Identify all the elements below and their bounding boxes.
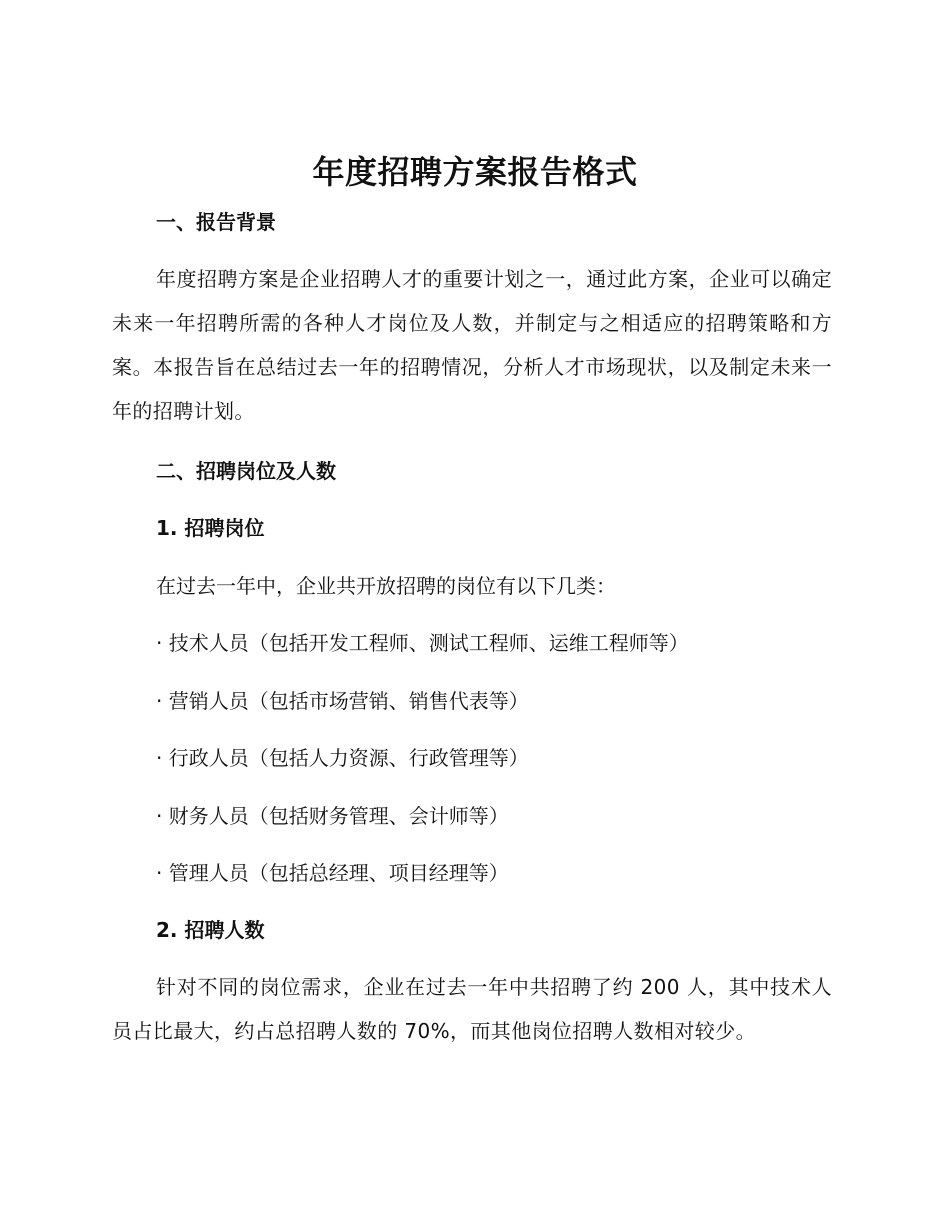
- headcount-paragraph: 针对不同的岗位需求，企业在过去一年中共招聘了约 200 人，其中技术人员占比最大，约占总招聘人数的 70%，而其他岗位招聘人数相对较少。: [112, 975, 832, 1043]
- positions-intro: 在过去一年中，企业共开放招聘的岗位有以下几类：: [156, 574, 616, 598]
- background-paragraph: 年度招聘方案是企业招聘人才的重要计划之一，通过此方案，企业可以确定未来一年招聘所需的各种人才岗位及人数，并制定与之相适应的招聘策略和方案。本报告旨在总结过去一年的招聘情况，分析人才市场现状，以及制定未来一年的招聘计划。: [112, 267, 832, 423]
- list-item: · 管理人员（包括总经理、项目经理等）: [156, 861, 509, 885]
- section-heading-background: 一、报告背景: [156, 210, 276, 234]
- subheading-headcount: 2. 招聘人数: [156, 918, 265, 942]
- list-item: · 财务人员（包括财务管理、会计师等）: [156, 804, 509, 828]
- section-heading-positions: 二、招聘岗位及人数: [156, 459, 336, 483]
- list-item: · 行政人员（包括人力资源、行政管理等）: [156, 746, 529, 770]
- subheading-positions: 1. 招聘岗位: [156, 516, 265, 540]
- list-item: · 营销人员（包括市场营销、销售代表等）: [156, 689, 529, 713]
- page-title: 年度招聘方案报告格式: [312, 153, 638, 191]
- list-item: · 技术人员（包括开发工程师、测试工程师、运维工程师等）: [156, 631, 689, 655]
